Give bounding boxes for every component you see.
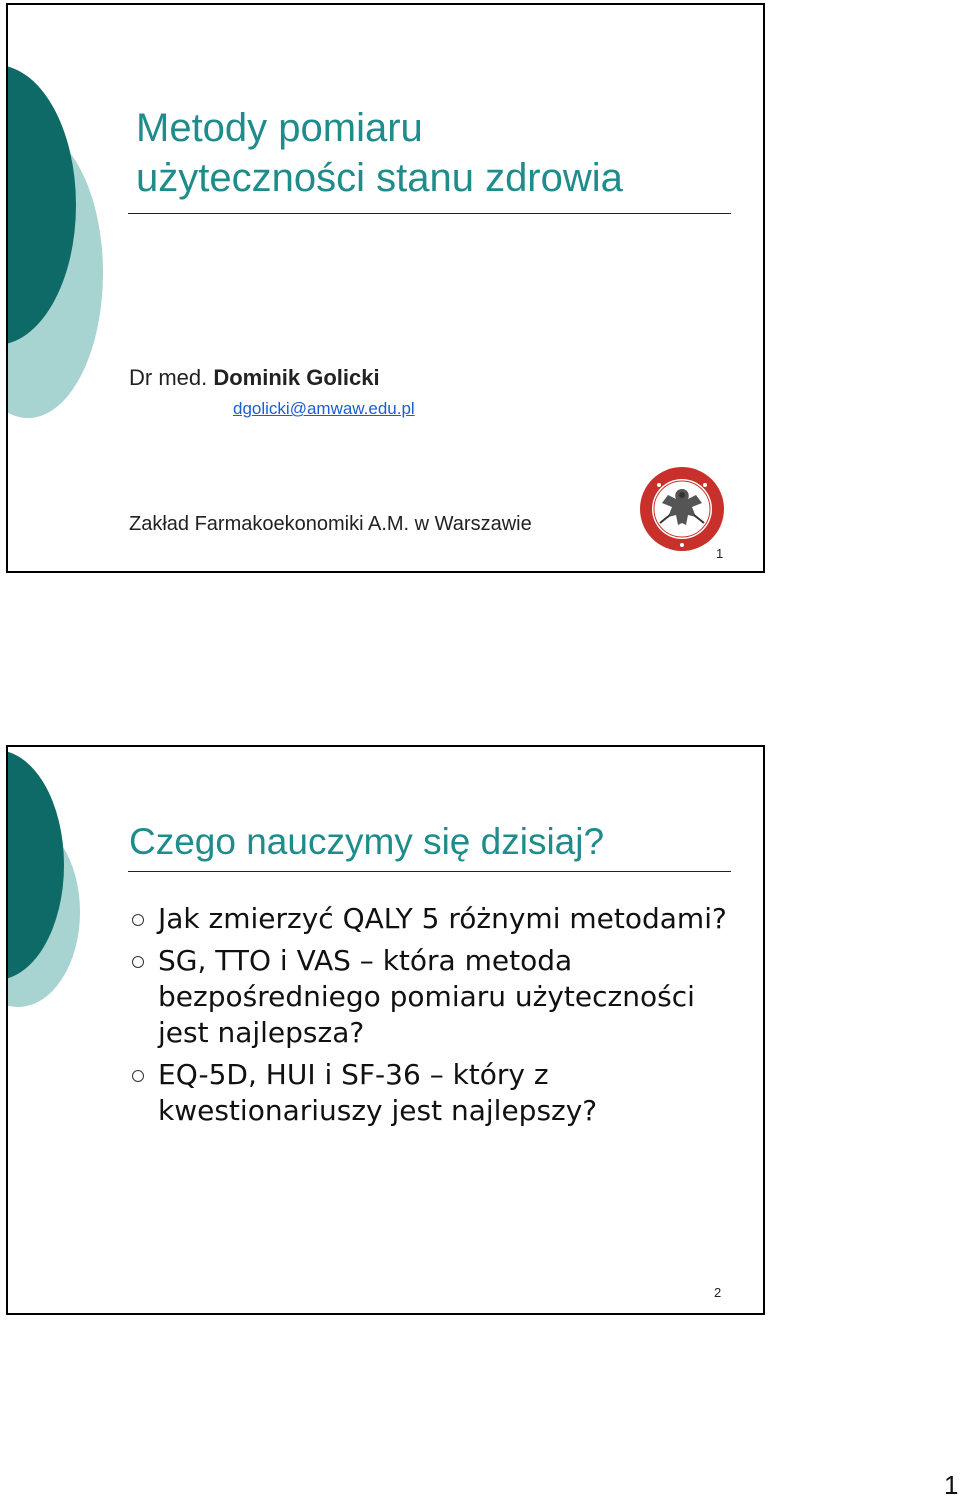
title-divider	[128, 213, 731, 214]
list-item	[128, 1057, 738, 1129]
author-name: Dominik Golicki	[213, 365, 380, 390]
slide-1-decoration	[8, 5, 118, 425]
title-divider	[128, 871, 731, 872]
slide-2	[6, 745, 765, 1315]
list-item	[128, 901, 738, 937]
department: Zakład Farmakoekonomiki A.M. w Warszawie	[129, 513, 532, 535]
slide-2-page-number: 2	[714, 1285, 722, 1300]
document-page-number: 1	[944, 1470, 959, 1500]
academy-seal-icon	[632, 465, 732, 555]
slide-1-title	[136, 103, 623, 203]
title-line-2: użyteczności stanu zdrowia	[136, 156, 623, 200]
author-prefix: Dr med.	[129, 365, 214, 390]
bullet-list	[128, 901, 738, 1135]
slide-2-title: Czego nauczymy się dzisiaj?	[129, 821, 605, 862]
circle-bullet-icon	[132, 956, 144, 968]
slide-2-decoration	[8, 747, 98, 1007]
bullet-text: SG, TTO i VAS – która metoda bezpośredniego pomiaru użyteczności jest najlepsza?	[158, 944, 695, 1049]
list-item	[128, 943, 738, 1051]
slide-1	[6, 3, 765, 573]
email-link[interactable]: dgolicki@amwaw.edu.pl	[233, 399, 415, 418]
author	[129, 365, 380, 391]
circle-bullet-icon	[132, 1070, 144, 1082]
bullet-text: Jak zmierzyć QALY 5 różnymi metodami?	[158, 902, 727, 935]
bullet-text: EQ-5D, HUI i SF-36 – który z kwestionariuszy jest najlepszy?	[158, 1058, 598, 1127]
title-line-1: Metody pomiaru	[136, 106, 423, 150]
slide-1-page-number: 1	[716, 546, 724, 561]
circle-bullet-icon	[132, 914, 144, 926]
